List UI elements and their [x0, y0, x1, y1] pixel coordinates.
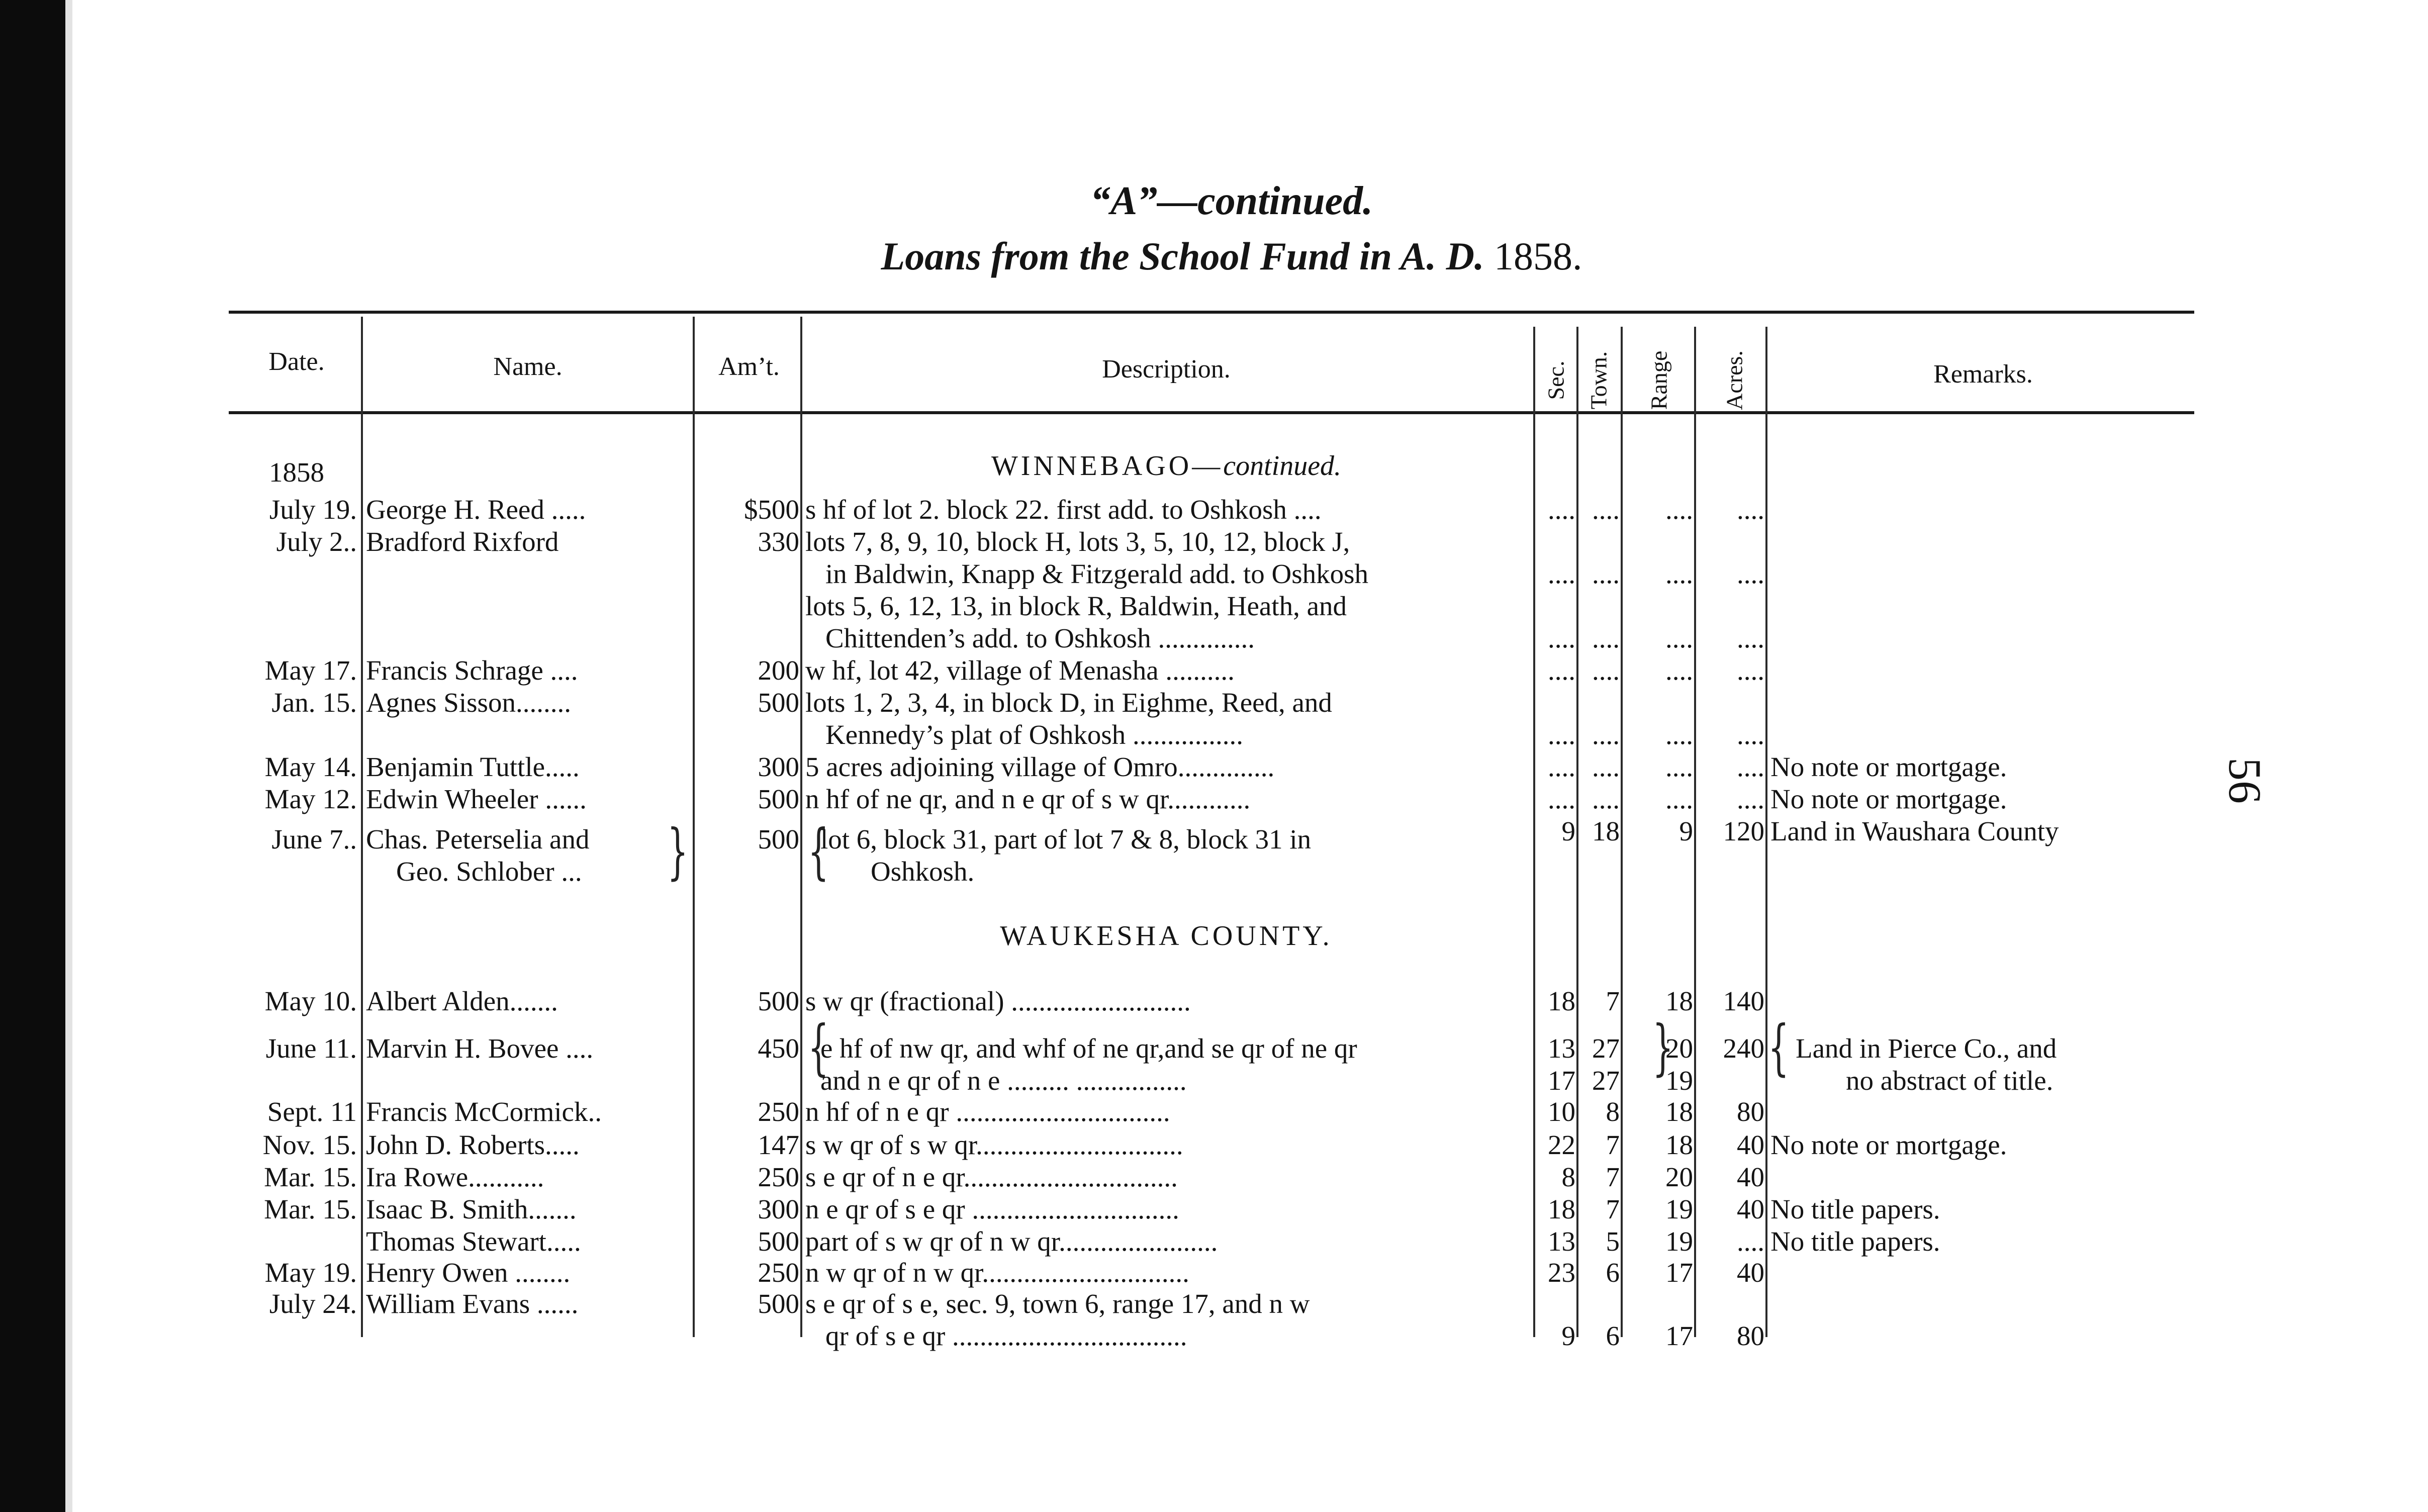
cell-sec: .... [1548, 751, 1575, 782]
cell-amount: 500 [758, 784, 799, 814]
header-range: Range [1646, 350, 1672, 410]
col-divider-acres-remarks [1765, 327, 1767, 1337]
cell-town: .... [1592, 623, 1620, 653]
section-waukesha [804, 920, 1528, 952]
cell-acres: 40 [1737, 1162, 1764, 1192]
cell-description: w hf, lot 42, village of Menasha .......... [805, 655, 1235, 686]
cell-description: n e qr of s e qr .............................. [805, 1194, 1179, 1224]
subtitle-year: 1858. [1493, 234, 1582, 278]
cell-amount: 250 [758, 1162, 799, 1192]
cell-name: Edwin Wheeler ...... [366, 784, 587, 814]
cell-date: May 17. [264, 655, 357, 686]
cell-sec: 17 [1548, 1065, 1575, 1096]
page-title: “A”—continued. [1090, 179, 1373, 223]
cell-remarks: Land in Pierce Co., and [1796, 1033, 2057, 1064]
cell-sec: 9 [1561, 1320, 1575, 1351]
brace-left: { [808, 817, 829, 887]
section-winnebago-italic: continued. [1223, 450, 1342, 482]
subtitle-text: Loans from the School Fund in A. D. [881, 234, 1484, 278]
cell-name: Henry Owen ........ [366, 1257, 571, 1288]
cell-town: .... [1592, 558, 1620, 589]
cell-date: July 19. [269, 494, 357, 525]
cell-town: .... [1592, 751, 1620, 782]
cell-town: .... [1592, 784, 1620, 814]
brace-left: { [808, 1013, 829, 1083]
cell-town: 7 [1606, 1194, 1620, 1224]
header-amount: Am’t. [718, 352, 780, 381]
cell-town: .... [1592, 655, 1620, 686]
cell-town: 27 [1592, 1033, 1620, 1064]
col-divider-desc-sec [1533, 327, 1535, 1337]
cell-description: Kennedy’s plat of Oshkosh ................ [825, 719, 1244, 750]
cell-amount: 300 [758, 1194, 799, 1224]
header-sec: Sec. [1543, 360, 1569, 400]
cell-description: s w qr (fractional) .......................... [805, 986, 1191, 1016]
col-divider-amt-desc [800, 317, 802, 1337]
cell-amount: 500 [758, 687, 799, 718]
cell-sec: 23 [1548, 1257, 1575, 1288]
cell-acres: .... [1737, 719, 1764, 750]
cell-range: 19 [1665, 1194, 1693, 1224]
cell-description: part of s w qr of n w qr....................... [805, 1226, 1218, 1257]
cell-acres: 40 [1737, 1194, 1764, 1224]
cell-amount: 300 [758, 751, 799, 782]
cell-amount: 200 [758, 655, 799, 686]
cell-remarks: No note or mortgage. [1770, 784, 2007, 814]
col-divider-town-range [1621, 327, 1623, 1337]
cell-amount: 500 [758, 1288, 799, 1319]
cell-acres: 120 [1723, 816, 1764, 846]
page-fold [65, 0, 72, 1512]
cell-range: .... [1665, 719, 1693, 750]
cell-description: n hf of ne qr, and n e qr of s w qr............ [805, 784, 1251, 814]
page-number: 56 [2219, 758, 2271, 804]
cell-name: William Evans ...... [366, 1288, 579, 1319]
cell-name: Francis Schrage .... [366, 655, 578, 686]
cell-date: May 14. [264, 751, 357, 782]
cell-date: June 11. [265, 1033, 357, 1064]
col-divider-name-amt [693, 317, 695, 1337]
cell-sec: 22 [1548, 1129, 1575, 1160]
col-divider-range-acres [1694, 327, 1696, 1337]
cell-description: s e qr of s e, sec. 9, town 6, range 17, and n w [805, 1288, 1310, 1319]
brace-right: } [667, 817, 689, 887]
cell-remarks: No title papers. [1770, 1194, 1940, 1224]
col-divider-sec-town [1576, 327, 1578, 1337]
cell-sec: .... [1548, 558, 1575, 589]
cell-range: 9 [1679, 816, 1693, 846]
header-acres: Acres. [1721, 350, 1747, 410]
cell-acres: 80 [1737, 1320, 1764, 1351]
cell-sec: 18 [1548, 986, 1575, 1016]
cell-description: n w qr of n w qr.............................. [805, 1257, 1189, 1288]
cell-acres: 80 [1737, 1096, 1764, 1127]
cell-range: 20 [1665, 1033, 1693, 1064]
cell-town: .... [1592, 494, 1620, 525]
cell-date: Nov. 15. [262, 1129, 357, 1160]
cell-acres: .... [1737, 751, 1764, 782]
cell-remarks: No note or mortgage. [1770, 1129, 2007, 1160]
cell-description: lots 7, 8, 9, 10, block H, lots 3, 5, 10, 12, block J, [805, 526, 1350, 557]
cell-amount: 500 [758, 986, 799, 1016]
cell-town: 7 [1606, 1162, 1620, 1192]
cell-acres: .... [1737, 1226, 1764, 1257]
cell-acres: 240 [1723, 1033, 1764, 1064]
cell-sec: 13 [1548, 1033, 1575, 1064]
cell-name: Benjamin Tuttle..... [366, 751, 580, 782]
cell-description: lots 5, 6, 12, 13, in block R, Baldwin, Heath, and [805, 591, 1347, 621]
cell-remarks: No title papers. [1770, 1226, 1940, 1257]
cell-town: 7 [1606, 1129, 1620, 1160]
cell-description: lot 6, block 31, part of lot 7 & 8, block 31 in [820, 824, 1312, 855]
cell-amount: 147 [758, 1129, 799, 1160]
cell-town: 5 [1606, 1226, 1620, 1257]
cell-amount: 330 [758, 526, 799, 557]
cell-remarks: Land in Waushara County [1770, 816, 2059, 846]
cell-amount: $500 [744, 494, 799, 525]
cell-town: 18 [1592, 816, 1620, 846]
cell-date: Jan. 15. [271, 687, 357, 718]
cell-name: Geo. Schlober ... [396, 856, 582, 887]
cell-date: May 12. [264, 784, 357, 814]
cell-name: Bradford Rixford [366, 526, 559, 557]
cell-name: George H. Reed ..... [366, 494, 586, 525]
cell-name: Ira Rowe........... [366, 1162, 544, 1192]
cell-sec: 13 [1548, 1226, 1575, 1257]
header-town: Town. [1585, 351, 1612, 410]
table-top-rule [229, 311, 2194, 314]
cell-date: May 10. [264, 986, 357, 1016]
cell-sec: 9 [1561, 816, 1575, 846]
cell-range: .... [1665, 655, 1693, 686]
cell-acres: 40 [1737, 1129, 1764, 1160]
cell-range: .... [1665, 494, 1693, 525]
cell-name: Agnes Sisson........ [366, 687, 571, 718]
cell-remarks: no abstract of title. [1846, 1065, 2053, 1096]
cell-sec: .... [1548, 784, 1575, 814]
scan-edge [0, 0, 65, 1512]
cell-description: qr of s e qr .................................. [825, 1320, 1187, 1351]
section-winnebago-label: WINNEBAGO— [991, 450, 1224, 482]
cell-description: s e qr of n e qr............................... [805, 1162, 1178, 1192]
cell-date: June 7.. [271, 824, 357, 855]
header-name: Name. [493, 352, 563, 381]
section-winnebago [804, 450, 1528, 482]
cell-amount: 250 [758, 1257, 799, 1288]
cell-sec: 8 [1561, 1162, 1575, 1192]
cell-range: 19 [1665, 1226, 1693, 1257]
cell-acres: .... [1737, 494, 1764, 525]
cell-name: Albert Alden....... [366, 986, 558, 1016]
cell-range: .... [1665, 784, 1693, 814]
header-description: Description. [1102, 355, 1231, 384]
cell-name: Thomas Stewart..... [366, 1226, 581, 1257]
cell-name: Marvin H. Bovee .... [366, 1033, 594, 1064]
year-label: 1858 [269, 457, 324, 488]
cell-description: in Baldwin, Knapp & Fitzgerald add. to Oshkosh [825, 558, 1369, 589]
cell-description: s w qr of s w qr.............................. [805, 1129, 1183, 1160]
cell-date: July 2.. [276, 526, 357, 557]
page-subtitle [729, 234, 1734, 279]
cell-range: 18 [1665, 986, 1693, 1016]
cell-town: 27 [1592, 1065, 1620, 1096]
cell-sec: .... [1548, 494, 1575, 525]
cell-amount: 500 [758, 1226, 799, 1257]
cell-range: 20 [1665, 1162, 1693, 1192]
cell-description: Chittenden’s add. to Oshkosh .............. [825, 623, 1255, 653]
cell-sec: .... [1548, 623, 1575, 653]
cell-name: Isaac B. Smith....... [366, 1194, 577, 1224]
cell-range: .... [1665, 558, 1693, 589]
cell-remarks: No note or mortgage. [1770, 751, 2007, 782]
cell-date: May 19. [264, 1257, 357, 1288]
cell-acres: .... [1737, 655, 1764, 686]
cell-range: 17 [1665, 1257, 1693, 1288]
brace-right: } [1652, 1013, 1674, 1083]
cell-acres: .... [1737, 784, 1764, 814]
cell-description: lots 1, 2, 3, 4, in block D, in Eighme, Reed, and [805, 687, 1332, 718]
cell-acres: .... [1737, 623, 1764, 653]
cell-amount: 250 [758, 1096, 799, 1127]
cell-town: 6 [1606, 1320, 1620, 1351]
cell-description: Oshkosh. [871, 856, 975, 887]
cell-range: .... [1665, 751, 1693, 782]
cell-acres: 40 [1737, 1257, 1764, 1288]
cell-town: 6 [1606, 1257, 1620, 1288]
cell-description: and n e qr of n e ......... ................ [820, 1065, 1187, 1096]
cell-town: 8 [1606, 1096, 1620, 1127]
cell-range: 18 [1665, 1096, 1693, 1127]
cell-name: John D. Roberts..... [366, 1129, 580, 1160]
cell-acres: .... [1737, 558, 1764, 589]
cell-sec: 18 [1548, 1194, 1575, 1224]
cell-amount: 500 [758, 824, 799, 855]
cell-name: Francis McCormick.. [366, 1096, 602, 1127]
cell-sec: .... [1548, 719, 1575, 750]
cell-date: Mar. 15. [264, 1162, 357, 1192]
cell-town: .... [1592, 719, 1620, 750]
cell-sec: .... [1548, 655, 1575, 686]
cell-sec: 10 [1548, 1096, 1575, 1127]
cell-name: Chas. Peterselia and [366, 824, 590, 855]
cell-acres: 140 [1723, 986, 1764, 1016]
cell-description: e hf of nw qr, and whf of ne qr,and se qr of ne qr [820, 1033, 1357, 1064]
col-divider-date-name [361, 317, 363, 1337]
cell-range: 17 [1665, 1320, 1693, 1351]
header-date: Date. [268, 347, 325, 376]
cell-town: 7 [1606, 986, 1620, 1016]
section-waukesha-label: WAUKESHA COUNTY. [1000, 920, 1333, 952]
cell-range: 19 [1665, 1065, 1693, 1096]
cell-amount: 450 [758, 1033, 799, 1064]
header-remarks: Remarks. [1933, 360, 2033, 389]
cell-date: Sept. 11 [267, 1096, 357, 1127]
cell-date: July 24. [269, 1288, 357, 1319]
cell-date: Mar. 15. [264, 1194, 357, 1224]
brace-left: { [1768, 1013, 1790, 1083]
cell-range: .... [1665, 623, 1693, 653]
cell-range: 18 [1665, 1129, 1693, 1160]
cell-description: 5 acres adjoining village of Omro.............. [805, 751, 1275, 782]
cell-description: s hf of lot 2. block 22. first add. to Oshkosh .... [805, 494, 1322, 525]
header-bottom-rule [229, 411, 2194, 414]
cell-description: n hf of n e qr ............................... [805, 1096, 1170, 1127]
